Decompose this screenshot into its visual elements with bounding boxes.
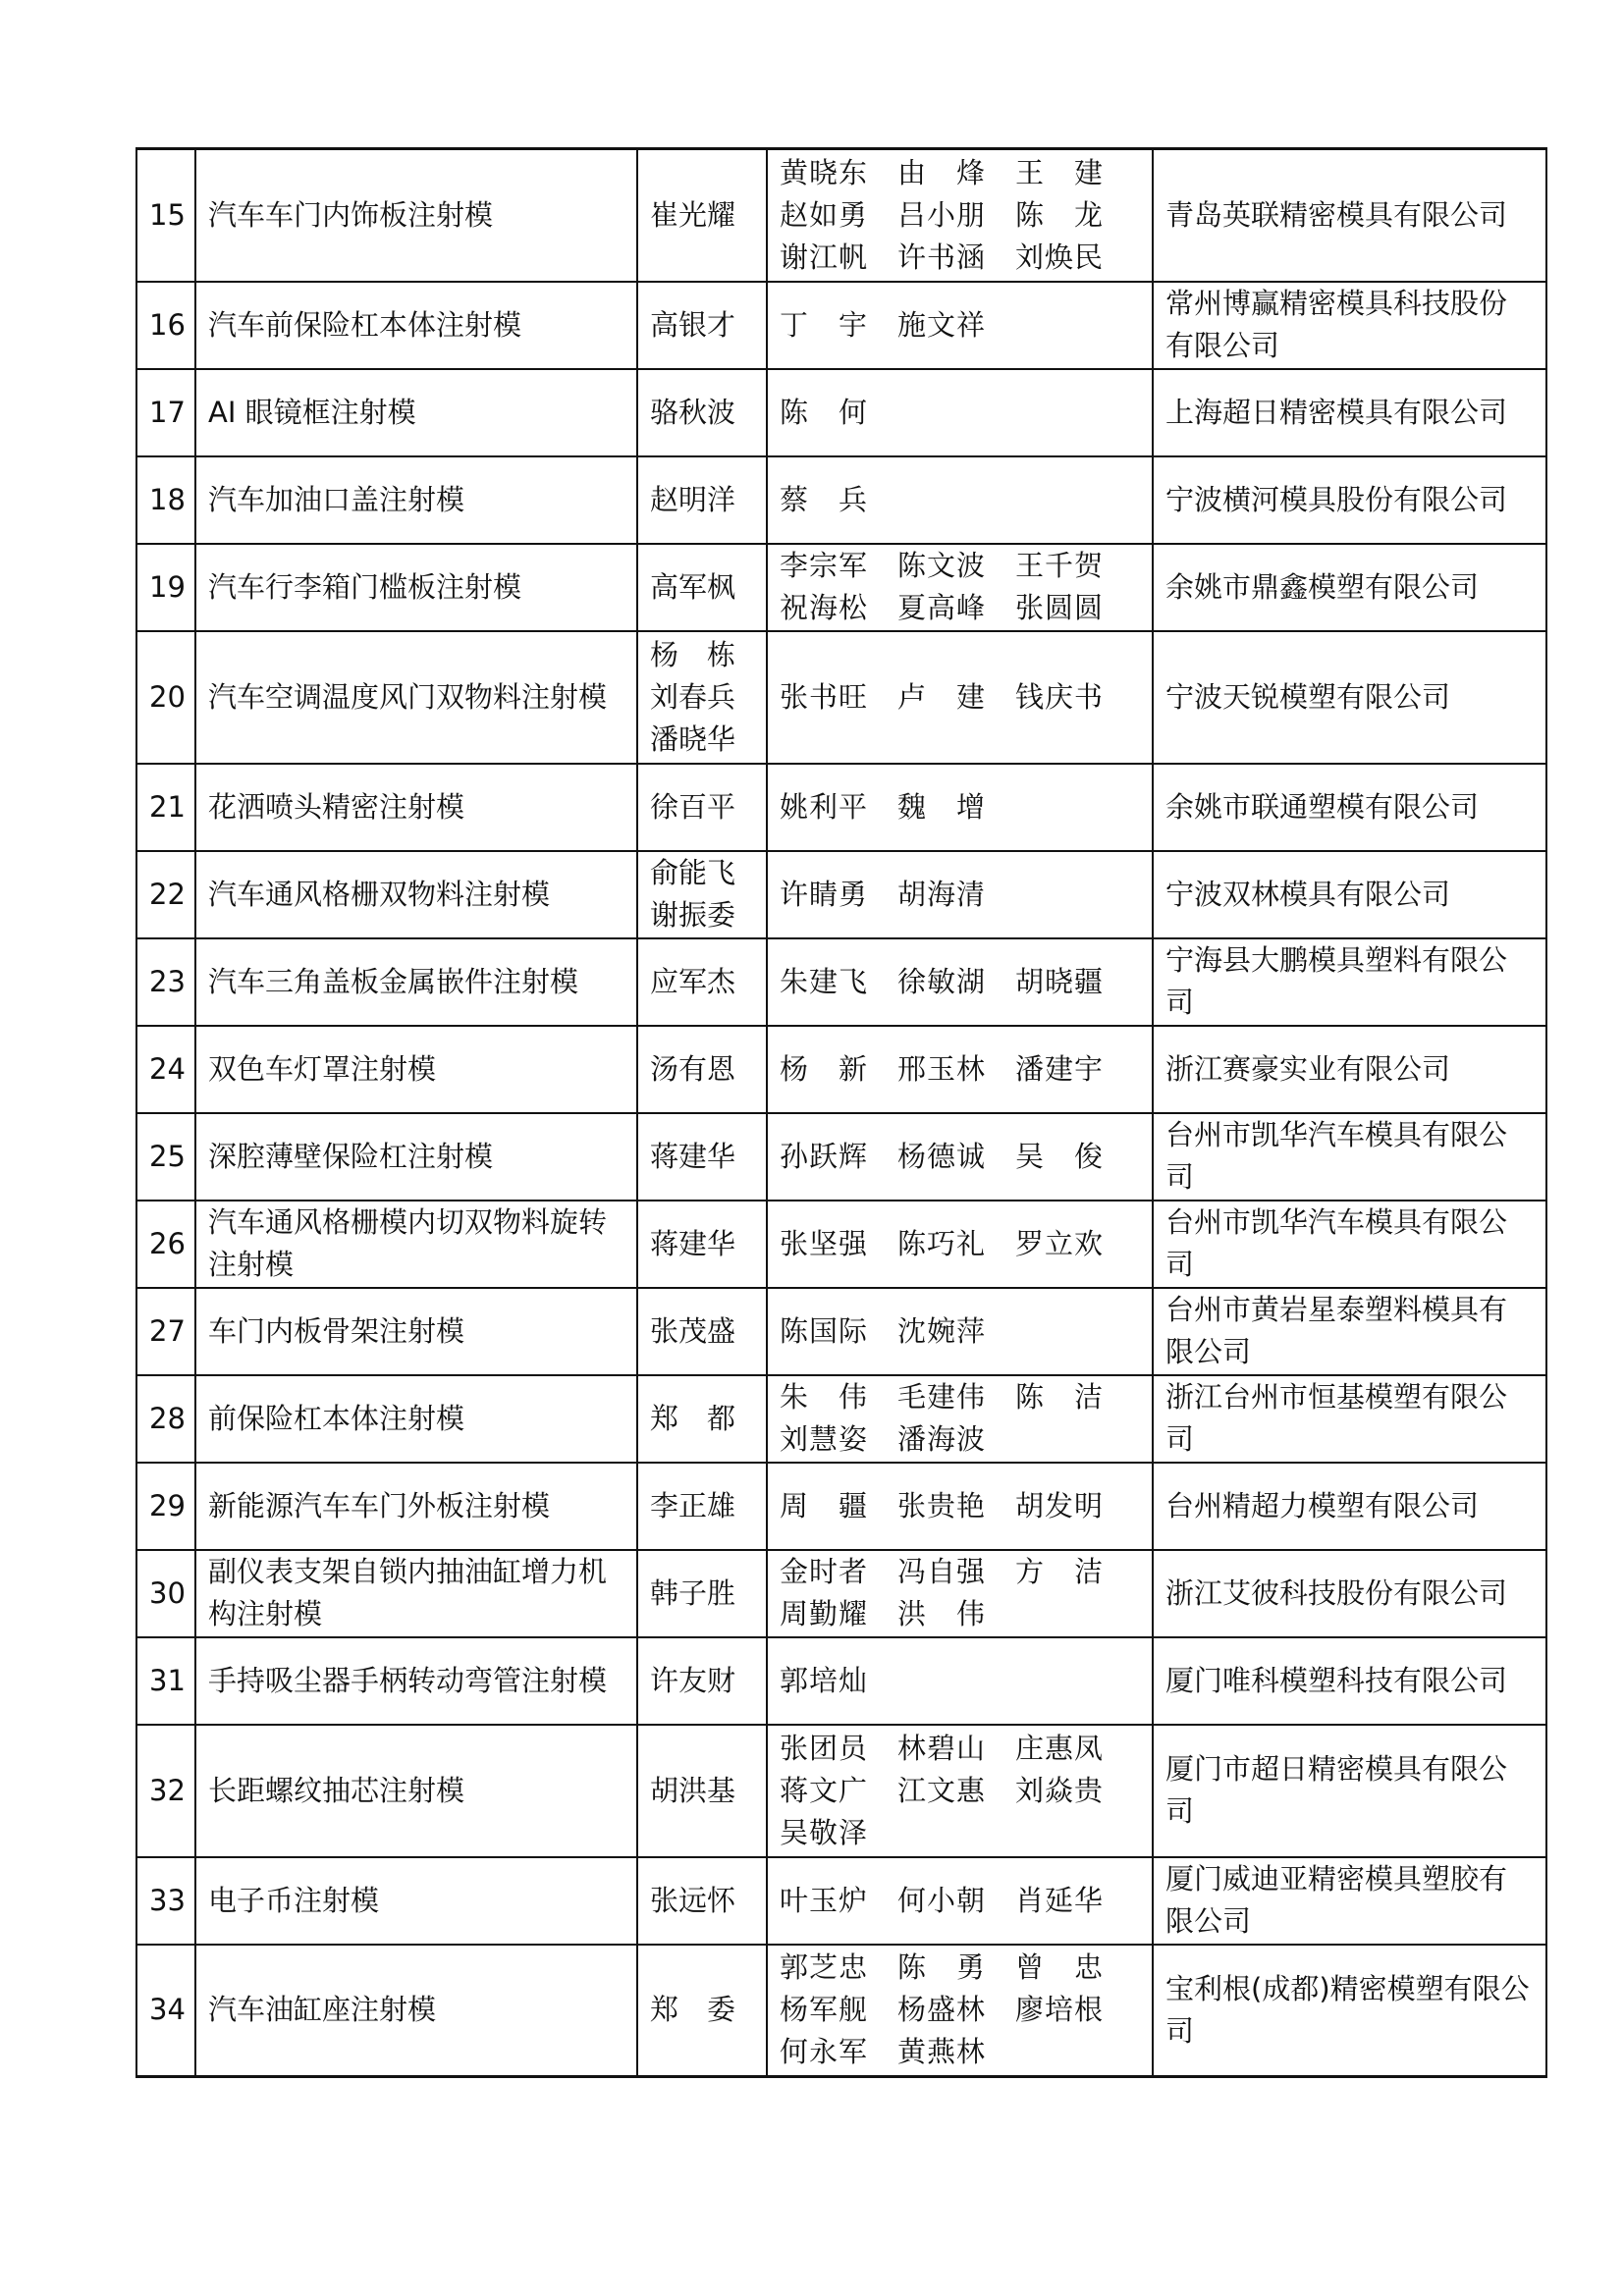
leader-cell (637, 1026, 767, 1113)
leader-cell (637, 149, 767, 282)
project-name: 汽车行李箱门槛板注射模 (195, 544, 637, 631)
members-line: 朱建飞 徐敏湖 胡晓疆 (780, 964, 1105, 998)
table-row (136, 851, 1546, 938)
members-line: 郭培灿 (780, 1663, 869, 1697)
project-name: 汽车加油口盖注射模 (195, 456, 637, 544)
members-cell (767, 1857, 1153, 1945)
members-line: 周 疆 张贵艳 胡发明 (780, 1488, 1105, 1522)
leader-name: 许友财 (650, 1663, 736, 1697)
members-cell (767, 369, 1153, 456)
leader-name: 杨 栋 (650, 637, 736, 671)
members-line: 杨 新 邢玉林 潘建宇 (780, 1051, 1105, 1086)
company-name: 浙江艾彼科技股份有限公司 (1153, 1550, 1546, 1637)
leader-cell (637, 938, 767, 1026)
leader-name: 谢振委 (650, 898, 736, 932)
project-name: 花洒喷头精密注射模 (195, 764, 637, 851)
company-name: 常州博赢精密模具科技股份有限公司 (1153, 282, 1546, 369)
members-cell (767, 1945, 1153, 2077)
members-line: 吴敬泽 (780, 1815, 869, 1849)
company-name: 宁波天锐模塑有限公司 (1153, 631, 1546, 764)
leader-name: 李正雄 (650, 1488, 736, 1522)
company-name: 台州市黄岩星泰塑料模具有限公司 (1153, 1288, 1546, 1375)
members-cell (767, 631, 1153, 764)
company-name: 余姚市联通塑模有限公司 (1153, 764, 1546, 851)
members-line: 蔡 兵 (780, 482, 869, 516)
company-name: 厦门威迪亚精密模具塑胶有限公司 (1153, 1857, 1546, 1945)
leader-name: 郑 委 (650, 1993, 736, 2027)
table-row (136, 1201, 1546, 1288)
members-line: 张书旺 卢 建 钱庆书 (780, 679, 1105, 714)
leader-name: 胡洪基 (650, 1773, 736, 1807)
leader-cell (637, 851, 767, 938)
company-name: 厦门市超日精密模具有限公司 (1153, 1725, 1546, 1857)
company-name: 浙江赛豪实业有限公司 (1153, 1026, 1546, 1113)
row-number: 29 (136, 1463, 195, 1550)
leader-name: 崔光耀 (650, 197, 736, 232)
leader-name: 潘晓华 (650, 721, 736, 756)
members-cell (767, 1288, 1153, 1375)
table-row (136, 1550, 1546, 1637)
project-name: 汽车空调温度风门双物料注射模 (195, 631, 637, 764)
row-number: 26 (136, 1201, 195, 1288)
row-number: 31 (136, 1637, 195, 1725)
company-name: 台州市凯华汽车模具有限公司 (1153, 1201, 1546, 1288)
leader-name: 郑 都 (650, 1401, 736, 1435)
row-number: 30 (136, 1550, 195, 1637)
members-line: 何永军 黄燕林 (780, 2035, 987, 2069)
members-cell (767, 544, 1153, 631)
members-line: 赵如勇 吕小朋 陈 龙 (780, 197, 1105, 232)
leader-cell (637, 764, 767, 851)
company-name: 宁波横河模具股份有限公司 (1153, 456, 1546, 544)
members-line: 周勤耀 洪 伟 (780, 1597, 987, 1630)
project-name: 前保险杠本体注射模 (195, 1375, 637, 1463)
row-number: 25 (136, 1113, 195, 1201)
project-name: 汽车油缸座注射模 (195, 1945, 637, 2077)
row-number: 17 (136, 369, 195, 456)
row-number: 22 (136, 851, 195, 938)
members-line: 叶玉炉 何小朝 肖延华 (780, 1883, 1105, 1917)
project-name: 车门内板骨架注射模 (195, 1288, 637, 1375)
project-name: 电子币注射模 (195, 1857, 637, 1945)
leader-cell (637, 1857, 767, 1945)
company-name: 宝利根(成都)精密模塑有限公司 (1153, 1945, 1546, 2077)
members-line: 姚利平 魏 增 (780, 789, 987, 824)
table-row (136, 1288, 1546, 1375)
company-name: 台州精超力模塑有限公司 (1153, 1463, 1546, 1550)
row-number: 19 (136, 544, 195, 631)
leader-name: 徐百平 (650, 789, 736, 824)
project-name: 汽车车门内饰板注射模 (195, 149, 637, 282)
leader-cell (637, 544, 767, 631)
table-row (136, 1375, 1546, 1463)
members-line: 孙跃辉 杨德诚 吴 俊 (780, 1139, 1105, 1173)
company-name: 台州市凯华汽车模具有限公司 (1153, 1113, 1546, 1201)
table-row (136, 1026, 1546, 1113)
table-row (136, 1463, 1546, 1550)
leader-name: 汤有恩 (650, 1051, 736, 1086)
members-line: 蒋文广 江文惠 刘焱贵 (780, 1773, 1105, 1807)
table-row (136, 631, 1546, 764)
members-line: 谢江帆 许书涵 刘焕民 (780, 240, 1105, 274)
row-number: 24 (136, 1026, 195, 1113)
table-row (136, 1113, 1546, 1201)
members-line: 陈 何 (780, 395, 869, 429)
row-number: 28 (136, 1375, 195, 1463)
table-row (136, 1637, 1546, 1725)
members-line: 丁 宇 施文祥 (780, 307, 987, 342)
members-line: 李宗军 陈文波 王千贺 (780, 549, 1105, 582)
members-line: 陈国际 沈婉萍 (780, 1313, 987, 1348)
leader-name: 高军枫 (650, 569, 736, 604)
leader-name: 蒋建华 (650, 1139, 736, 1173)
company-name: 余姚市鼎鑫模塑有限公司 (1153, 544, 1546, 631)
leader-cell (637, 1375, 767, 1463)
members-line: 郭芝忠 陈 勇 曾 忠 (780, 1950, 1105, 1985)
leader-name: 俞能飞 (650, 856, 736, 889)
leader-name: 韩子胜 (650, 1575, 736, 1610)
leader-name: 骆秋波 (650, 395, 736, 429)
leader-cell (637, 282, 767, 369)
members-cell (767, 1550, 1153, 1637)
company-name: 浙江台州市恒基模塑有限公司 (1153, 1375, 1546, 1463)
members-line: 张坚强 陈巧礼 罗立欢 (780, 1226, 1105, 1260)
leader-cell (637, 1288, 767, 1375)
company-name: 宁波双林模具有限公司 (1153, 851, 1546, 938)
project-name: 长距螺纹抽芯注射模 (195, 1725, 637, 1857)
members-cell (767, 1026, 1153, 1113)
project-name: 汽车三角盖板金属嵌件注射模 (195, 938, 637, 1026)
leader-cell (637, 456, 767, 544)
row-number: 16 (136, 282, 195, 369)
members-cell (767, 1463, 1153, 1550)
leader-cell (637, 1945, 767, 2077)
project-name: 双色车灯罩注射模 (195, 1026, 637, 1113)
leader-name: 赵明洋 (650, 482, 736, 516)
leader-name: 刘春兵 (650, 679, 736, 714)
project-name: 汽车前保险杠本体注射模 (195, 282, 637, 369)
leader-name: 高银才 (650, 307, 736, 342)
leader-name: 张远怀 (650, 1883, 736, 1917)
leader-cell (637, 1463, 767, 1550)
members-line: 金时者 冯自强 方 洁 (780, 1555, 1105, 1588)
members-cell (767, 938, 1153, 1026)
table-row (136, 764, 1546, 851)
project-name: 汽车通风格栅模内切双物料旋转注射模 (195, 1201, 637, 1288)
row-number: 15 (136, 149, 195, 282)
row-number: 34 (136, 1945, 195, 2077)
project-name: 深腔薄壁保险杠注射模 (195, 1113, 637, 1201)
members-cell (767, 851, 1153, 938)
row-number: 27 (136, 1288, 195, 1375)
project-name: 汽车通风格栅双物料注射模 (195, 851, 637, 938)
table-row (136, 544, 1546, 631)
project-name: AI 眼镜框注射模 (195, 369, 637, 456)
leader-name: 蒋建华 (650, 1226, 736, 1260)
row-number: 23 (136, 938, 195, 1026)
members-line: 许睛勇 胡海清 (780, 877, 987, 911)
project-name: 副仪表支架自锁内抽油缸增力机构注射模 (195, 1550, 637, 1637)
members-cell (767, 1201, 1153, 1288)
project-name: 新能源汽车车门外板注射模 (195, 1463, 637, 1550)
members-line: 刘慧姿 潘海波 (780, 1422, 987, 1456)
leader-name: 应军杰 (650, 964, 736, 998)
awards-table-body (136, 149, 1546, 2077)
company-name: 厦门唯科模塑科技有限公司 (1153, 1637, 1546, 1725)
members-cell (767, 149, 1153, 282)
row-number: 33 (136, 1857, 195, 1945)
leader-cell (637, 1550, 767, 1637)
members-line: 朱 伟 毛建伟 陈 洁 (780, 1380, 1105, 1414)
table-row (136, 369, 1546, 456)
leader-cell (637, 1637, 767, 1725)
project-name: 手持吸尘器手柄转动弯管注射模 (195, 1637, 637, 1725)
row-number: 32 (136, 1725, 195, 1857)
members-cell (767, 764, 1153, 851)
members-cell (767, 1113, 1153, 1201)
company-name: 宁海县大鹏模具塑料有限公司 (1153, 938, 1546, 1026)
leader-cell (637, 369, 767, 456)
members-cell (767, 1375, 1153, 1463)
leader-cell (637, 1725, 767, 1857)
table-row (136, 1725, 1546, 1857)
table-row (136, 1857, 1546, 1945)
leader-cell (637, 1113, 767, 1201)
members-cell (767, 456, 1153, 544)
row-number: 18 (136, 456, 195, 544)
leader-cell (637, 631, 767, 764)
members-line: 黄晓东 由 烽 王 建 (780, 155, 1105, 189)
members-cell (767, 282, 1153, 369)
company-name: 上海超日精密模具有限公司 (1153, 369, 1546, 456)
company-name: 青岛英联精密模具有限公司 (1153, 149, 1546, 282)
row-number: 21 (136, 764, 195, 851)
table-row (136, 1945, 1546, 2077)
members-cell (767, 1725, 1153, 1857)
leader-name: 张茂盛 (650, 1313, 736, 1348)
members-line: 祝海松 夏高峰 张圆圆 (780, 591, 1105, 624)
table-row (136, 149, 1546, 282)
members-line: 张团员 林碧山 庄惠凤 (780, 1731, 1105, 1765)
awards-table (135, 147, 1547, 2078)
members-line: 杨军舰 杨盛林 廖培根 (780, 1993, 1105, 2027)
table-row (136, 282, 1546, 369)
table-row (136, 938, 1546, 1026)
members-cell (767, 1637, 1153, 1725)
leader-cell (637, 1201, 767, 1288)
table-row (136, 456, 1546, 544)
row-number: 20 (136, 631, 195, 764)
